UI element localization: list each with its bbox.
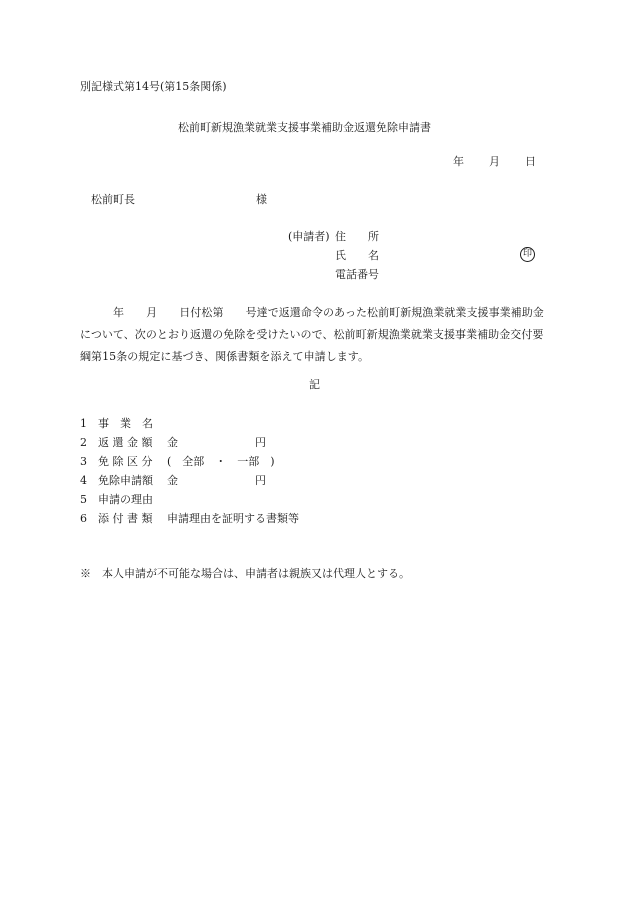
honorific: 様	[256, 193, 267, 206]
list-item-label: 返 還 金 額	[98, 436, 153, 449]
addressee: 松前町長	[91, 193, 135, 206]
document-title: 松前町新規漁業就業支援事業補助金返還免除申請書	[178, 121, 431, 134]
list-item-number: 6	[80, 512, 87, 525]
list-item-value: 金 円	[167, 436, 266, 449]
list-item-label: 添 付 書 類	[98, 512, 153, 525]
date-line: 年 月 日	[453, 155, 537, 168]
body-paragraph: 年 月 日付松第 号達で返還命令のあった松前町新規漁業就業支援事業補助金について、次のとおり返還の免除を受けたいので、松前町新規漁業就業支援事業補助金交付要綱第15条の規定に基づき、関係書類を添えて申請します。	[80, 306, 544, 363]
list-item-label: 申請の理由	[98, 493, 153, 506]
list-item-label: 免除申請額	[98, 474, 153, 487]
ki-heading: 記	[309, 378, 320, 391]
name-label: 氏 名	[335, 249, 379, 262]
list-item-value: 申請理由を証明する書類等	[167, 512, 299, 525]
list-item-number: 2	[80, 436, 87, 449]
list-item-number: 3	[80, 455, 87, 468]
list-item-label: 事 業 名	[98, 417, 153, 430]
list-item-number: 1	[80, 417, 87, 430]
phone-label: 電話番号	[335, 268, 379, 281]
list-item-number: 5	[80, 493, 87, 506]
seal-mark: 印	[520, 247, 535, 262]
address-label: 住 所	[335, 230, 379, 243]
form-reference: 別記様式第14号(第15条関係)	[80, 80, 227, 93]
footnote: ※ 本人申請が不可能な場合は、申請者は親族又は代理人とする。	[80, 567, 410, 580]
applicant-label: (申請者)	[288, 230, 330, 243]
list-item-value: 金 円	[167, 474, 266, 487]
list-item-label: 免 除 区 分	[98, 455, 153, 468]
list-item-number: 4	[80, 474, 87, 487]
list-item-value: ( 全部 ・ 一部 )	[167, 455, 275, 468]
